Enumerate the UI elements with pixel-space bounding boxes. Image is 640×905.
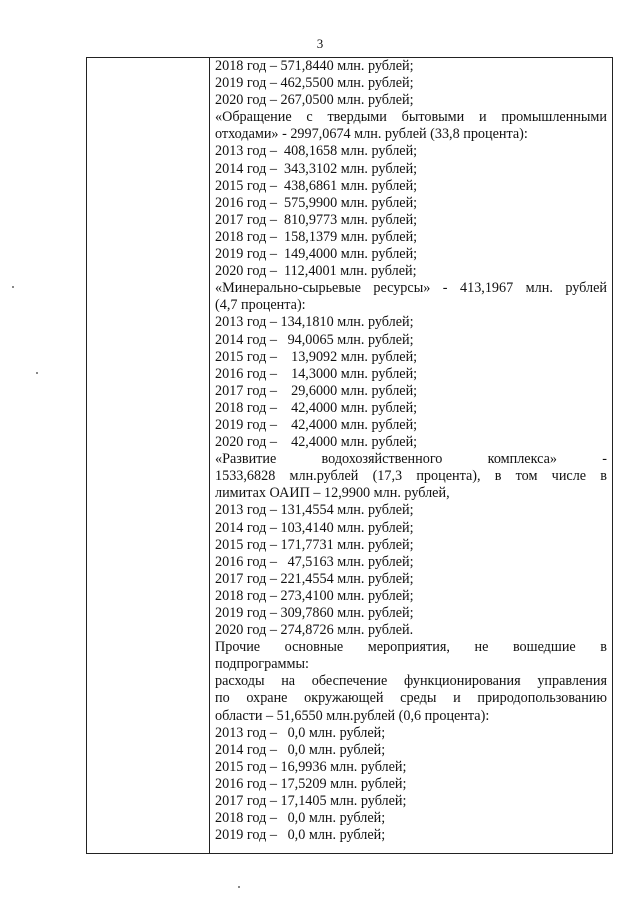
text-line: подпрограммы: xyxy=(215,656,309,673)
text-line: 2015 год – 438,6861 млн. рублей; xyxy=(215,177,418,194)
text-line: 2019 год – 0,0 млн. рублей; xyxy=(215,827,386,844)
text-line: 2017 год – 810,9773 млн. рублей; xyxy=(215,211,418,228)
text-line: 2015 год – 16,9936 млн. рублей; xyxy=(215,758,407,775)
text-line: 2017 год – 29,6000 млн. рублей; xyxy=(215,382,418,399)
text-line: 2015 год – 171,7731 млн. рублей; xyxy=(215,536,414,553)
text-line: 2016 год – 575,9900 млн. рублей; xyxy=(215,194,418,211)
text-line: 2018 год – 273,4100 млн. рублей; xyxy=(215,587,414,604)
text-line: 2013 год – 131,4554 млн. рублей; xyxy=(215,502,414,519)
text-line: «Минерально-сырьевые ресурсы» - 413,1967 млн. рублей xyxy=(215,280,607,297)
text-line: 2014 год – 0,0 млн. рублей; xyxy=(215,741,386,758)
text-line: «Развитие водохозяйственного комплекса» - xyxy=(215,451,607,468)
text-line: 2016 год – 14,3000 млн. рублей; xyxy=(215,365,418,382)
text-line: 2020 год – 42,4000 млн. рублей; xyxy=(215,434,418,451)
text-line: (4,7 процента): xyxy=(215,297,306,314)
text-line: 2020 год – 274,8726 млн. рублей. xyxy=(215,622,414,639)
text-line: 2014 год – 343,3102 млн. рублей; xyxy=(215,160,418,177)
text-line: 2014 год – 103,4140 млн. рублей; xyxy=(215,519,414,536)
scan-speck xyxy=(12,286,14,288)
text-line: 2017 год – 221,4554 млн. рублей; xyxy=(215,570,414,587)
text-line: 2019 год – 309,7860 млн. рублей; xyxy=(215,605,414,621)
text-line: Прочие основные мероприятия, не вошедшие в xyxy=(215,639,607,656)
text-line: отходами» - 2997,0674 млн. рублей (33,8 процента): xyxy=(215,126,528,143)
table-column-divider xyxy=(209,57,210,854)
text-line: области – 51,6550 млн.рублей (0,6 процента): xyxy=(215,707,490,724)
text-line: 2016 год – 17,5209 млн. рублей; xyxy=(215,775,407,792)
text-line: 2020 год – 267,0500 млн. рублей; xyxy=(215,92,414,109)
text-line: 2013 год – 408,1658 млн. рублей; xyxy=(215,143,418,160)
text-line: 2018 год – 42,4000 млн. рублей; xyxy=(215,399,418,416)
table-right-cell-text xyxy=(215,58,607,844)
text-line: по охране окружающей среды и природопользованию xyxy=(215,690,607,707)
text-line: 2015 год – 13,9092 млн. рублей; xyxy=(215,348,418,365)
text-line: 1533,6828 млн.рублей (17,3 процента), в том числе в xyxy=(215,468,607,485)
text-line: 2013 год – 134,1810 млн. рублей; xyxy=(215,314,414,331)
text-line: 2018 год – 571,8440 млн. рублей; xyxy=(215,58,414,74)
page-number: 3 xyxy=(316,36,324,51)
text-line: 2019 год – 149,4000 млн. рублей; xyxy=(215,246,418,263)
text-line: 2020 год – 112,4001 млн. рублей; xyxy=(215,263,417,280)
scan-speck xyxy=(238,886,240,888)
text-line: расходы на обеспечение функционирования управления xyxy=(215,673,607,690)
text-line: 2014 год – 94,0065 млн. рублей; xyxy=(215,331,414,348)
text-line: 2019 год – 462,5500 млн. рублей; xyxy=(215,75,414,92)
text-line: 2017 год – 17,1405 млн. рублей; xyxy=(215,793,407,810)
text-line: лимитах ОАИП – 12,9900 млн. рублей, xyxy=(215,485,450,502)
text-line: 2016 год – 47,5163 млн. рублей; xyxy=(215,553,414,570)
text-line: 2018 год – 158,1379 млн. рублей; xyxy=(215,228,418,245)
text-line: 2018 год – 0,0 млн. рублей; xyxy=(215,810,386,827)
text-line: 2013 год – 0,0 млн. рублей; xyxy=(215,724,386,741)
scan-speck xyxy=(36,372,38,374)
text-line: «Обращение с твердыми бытовыми и промышленными xyxy=(215,109,607,126)
text-line: 2019 год – 42,4000 млн. рублей; xyxy=(215,416,418,433)
